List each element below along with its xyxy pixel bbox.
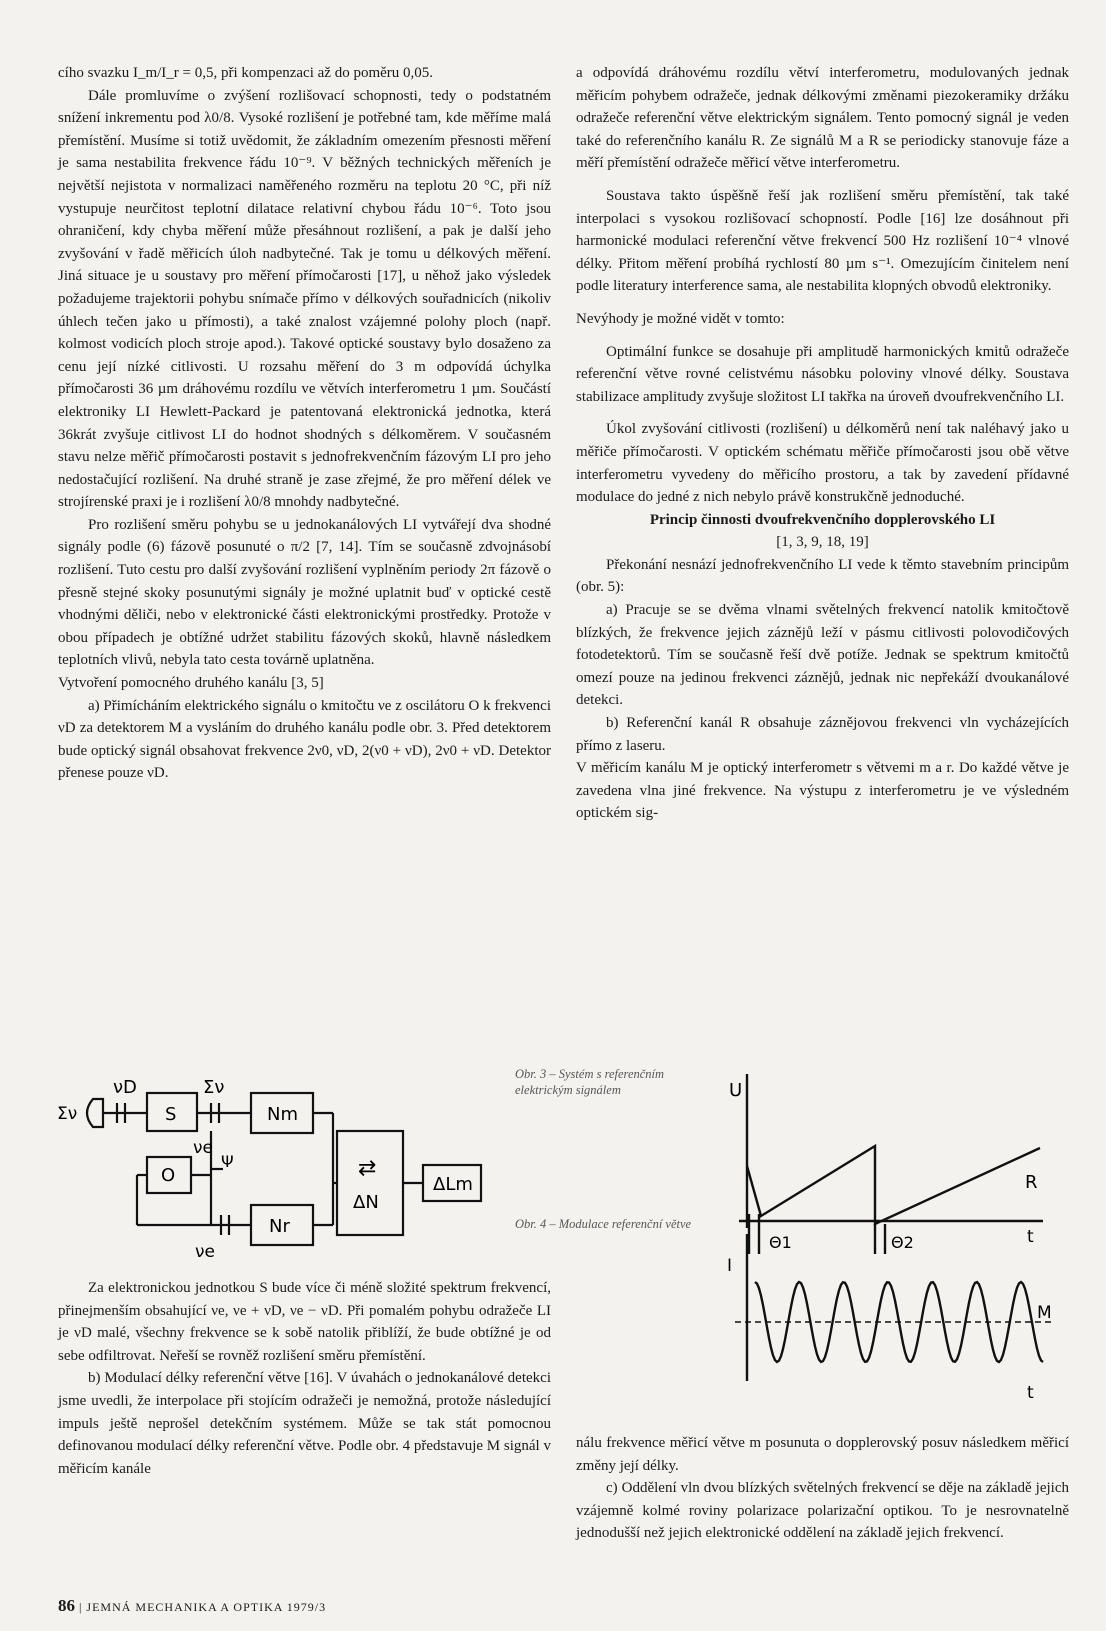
figure-3-diagram <box>55 1065 525 1270</box>
paragraph: Úkol zvyšování citlivosti (rozlišení) u délkoměrů není tak naléhavý jako u měřiče přímočarosti. V optickém schématu měřiče přímočarosti jsou obě větve interferometru vyvedeny do měřicího prostoru, a tak by zavedení přídavné modulace do jedné z nich nebylo právě konstrukčně jednoduché. <box>576 421 1069 506</box>
label-sum-nu: Σν <box>203 1077 225 1098</box>
paragraph: Pro rozlišení směru pohybu se u jednokanálových LI vytvářejí dva shodné signály podle (6) fázově posunuté o π/2 [7, 14]. Tím se současně zdvojnásobí rozlišení. Tuto cestu pro další zvyšování rozlišení vyplněním periody 2π fázově o přesně stejné skoky posunutými signály je možné uplatnit buď v optické cestě vhodnými děliči, nebo v elektronické části elektronickými prostředky. Protože v obou případech je obtížné udržet stabilitu fázových skoků, hlavně následkem teplotních vlivů, nebyla tato cesta továrně uplatněna. <box>58 516 551 669</box>
figure-4-graph <box>725 1066 1065 1406</box>
label-t-upper: t <box>1027 1227 1034 1247</box>
block-nr-label: Nr <box>269 1216 290 1237</box>
label-u: U <box>729 1080 743 1101</box>
block-o-label: O <box>161 1165 176 1186</box>
left-column-bottom <box>58 1277 551 1480</box>
paragraph: Za elektronickou jednotkou S bude více či méně složité spektrum frekvencí, přinejmenším obsahující νe, νe + νD, νe − νD. Při pomalém pohybu odražeče LI je νD malé, všechny frekvence se k sobě natolik přiblíží, že bude obtížné je od sebe odfiltrovat. Neřeší se rovněž rozlišení směru přemístění. <box>58 1280 551 1364</box>
figure-3-caption: Obr. 3 – Systém s referenčním elektrickým signálem <box>515 1067 665 1097</box>
paragraph: b) Modulací délky referenční větve [16]. V úvahách o jednokanálové detekci jsme uvedli, že interpolace při stojícím odražeči je nemožná, protože následující impuls ještě neprošel detekčním systémem. Může se tak stát pomocnou definovanou modulací délky referenční větve. Podle obr. 4 představuje M signál v měřicím kanále <box>58 1370 551 1477</box>
label-nu-e-top: νe <box>193 1138 213 1158</box>
label-m: M <box>1037 1303 1052 1323</box>
block-dl-label: ΔLm <box>433 1174 473 1195</box>
footer-divider: | <box>79 1600 87 1614</box>
paragraph: Soustava takto úspěšně řeší jak rozlišení směru přemístění, tak také interpolaci s vysokou rozlišovací schopností. Podle [16] lze dosáhnout při harmonické modulaci referenční větve frekvencí 500 Hz rozlišení 10⁻⁴ vlnové délky. Přitom měření probíhá rychlostí 80 µm s⁻¹. Omezujícím činitelem není podle literatury interference sama, ale nestabilita klopných obvodů elektroniky. <box>576 187 1069 295</box>
block-nm-label: Nm <box>267 1104 298 1125</box>
label-sum-nu-in: Σν <box>57 1104 78 1124</box>
section-heading-refs: [1, 3, 9, 18, 19] <box>776 534 869 551</box>
label-theta1: Θ1 <box>769 1233 792 1252</box>
page-footer <box>58 1596 326 1616</box>
section-heading: Princip činnosti dvoufrekvenčního dopplerovského LI <box>649 511 996 528</box>
label-psi: Ψ <box>221 1152 234 1171</box>
paragraph: a) Pracuje se se dvěma vlnami světelných frekvencí natolik kmitočtově blízkých, že frekvence jejich záznějů leží v pásmu citlivosti polovodičových fotodetektorů. Tím se současně řeší dvě potíže. Jednak se spektrum kmitočtů omezí pouze na jedinou frekvenci záznějů, jednak nic nepřekáží dvoukanálové detekci. <box>576 602 1069 709</box>
block-s-label: S <box>165 1104 177 1125</box>
paragraph: Optimální funkce se dosahuje při amplitudě harmonických kmitů odražeče referenční větve rovné celistvému násobku poloviny vlnové délky. Soustava stabilizace amplitudy zvyšuje složitost LI takřka na úroveň dvoufrekvenčního LI. <box>576 343 1069 405</box>
paragraph: a odpovídá dráhovému rozdílu větví interferometru, modulovaných jednak měřicím pohybem odražeče, jednak délkovými změnami piezokeramiky držáku odražeče referenční větve elektrickým signálem. Tento pomocný signál je veden také do referenčního kanálu R. Ze signálů M a R se periodicky stanovuje fáze a měří přemístění odražeče měřicí větve interferometru. <box>576 65 1069 172</box>
right-column-top <box>576 62 1069 825</box>
paragraph: c) Oddělení vln dvou blízkých světelných frekvencí se děje na základě jejich vzájemně kolmé roviny polarizace polarizační optikou. To je nesrovnatelně jednodušší než jejich elektronické oddělení na základě jejich frekvencí. <box>576 1480 1069 1542</box>
paragraph: V měřicím kanálu M je optický interferometr s větvemi m a r. Do každé větve je zavedena vlna jiné frekvence. Na výstupu z interferometru je ve výsledném optickém sig- <box>576 760 1069 822</box>
paragraph: Nevýhody je možné vidět v tomto: <box>576 310 785 327</box>
paragraph: b) Referenční kanál R obsahuje záznějovou frekvenci vln vycházejících přímo z laseru. <box>576 715 1069 754</box>
journal-title: JEMNÁ MECHANIKA A OPTIKA 1979/3 <box>86 1600 327 1614</box>
figure-4-caption: Obr. 4 – Modulace referenční větve <box>515 1217 692 1231</box>
paragraph: a) Přimícháním elektrického signálu o kmitočtu νe z oscilátoru O k frekvenci νD za detektorem M a vysláním do druhého kanálu podle obr. 3. Před detektorem bude optický signál obsahovat frekvence 2ν0, νD, 2(ν0 + νD), 2ν0 + νD. Detektor přenese pouze νD. <box>58 697 551 782</box>
subheading: Vytvoření pomocného druhého kanálu [3, 5] <box>58 675 324 692</box>
right-column-bottom <box>576 1432 1069 1545</box>
label-nu-d: νD <box>113 1077 137 1098</box>
block-dn-arrows: ⇄ <box>358 1156 377 1181</box>
label-t-lower: t <box>1027 1383 1034 1403</box>
label-r: R <box>1025 1172 1038 1193</box>
paragraph: cího svazku I_m/I_r = 0,5, při kompenzaci až do poměru 0,05. <box>58 65 434 81</box>
left-column-top <box>58 62 551 785</box>
block-dn-label: ΔN <box>353 1192 379 1213</box>
paragraph: Překonání nesnází jednofrekvenčního LI vede k těmto stavebním principům (obr. 5): <box>576 556 1069 596</box>
label-theta2: Θ2 <box>891 1233 914 1252</box>
paragraph: nálu frekvence měřicí větve m posunuta o dopplerovský posuv následkem měřicí změny její délky. <box>576 1435 1069 1474</box>
page-number: 86 <box>58 1596 75 1615</box>
label-i: I <box>727 1256 733 1276</box>
paragraph: Dále promluvíme o zvýšení rozlišovací schopnosti, tedy o podstatném snížení inkrementu pod λ0/8. Vysoké rozlišení je potřebné tam, kde měříme malá přemístění. Musíme si totiž uvědomit, že základním omezením přesnosti měření je sama nestabilita frekvence řádu 10⁻⁹. V běžných technických měřeních je největší nejistota v normalizaci naměřeného rozměru na teplotu 20 °C, při níž vystupuje neurčitost teplotní dilatace relativní chybou řádu 10⁻⁶. Toto jsou ohraničení, kdy chyba měření může přesáhnout rozlišení, a pak je další jeho zvyšování v řadě měřicích úloh nadbytečné. Tak je tomu u délkových měření. Jiná situace je u soustavy pro měření přímočarosti [17], u něhož jako výsledek požadujeme trajektorii pohybu snímače přímo v délkových souřadnicích (nikoliv úhlech tečen jako u přímosti), a také znalost vzájemné polohy ploch (např. kolmost vodicích ploch stroje apod.). Takové optické soustavy bylo dosaženo za cenu její nízké citlivosti. U rozsahu měření do 3 m odpovídá úchylka přímočarosti 36 µm dráhovému rozdílu ve větvích interferometru 1 µm. Součástí elektroniky LI Hewlett-Packard je patentovaná elektronická jednotka, která 36krát zvyšuje citlivost LI do hodnot shodných s délkoměrem. V současném stavu nelze měřič přímočarosti postavit s jednofrekvenčním fázovým LI pro jeho nedostačující rozlišení. Na druhé straně je zase zřejmé, že pro měření délek ve strojírenské praxi je i rozlišení λ0/8 mnohdy nadbytečné. <box>58 87 551 511</box>
label-nu-e-bottom: νe <box>195 1242 215 1262</box>
